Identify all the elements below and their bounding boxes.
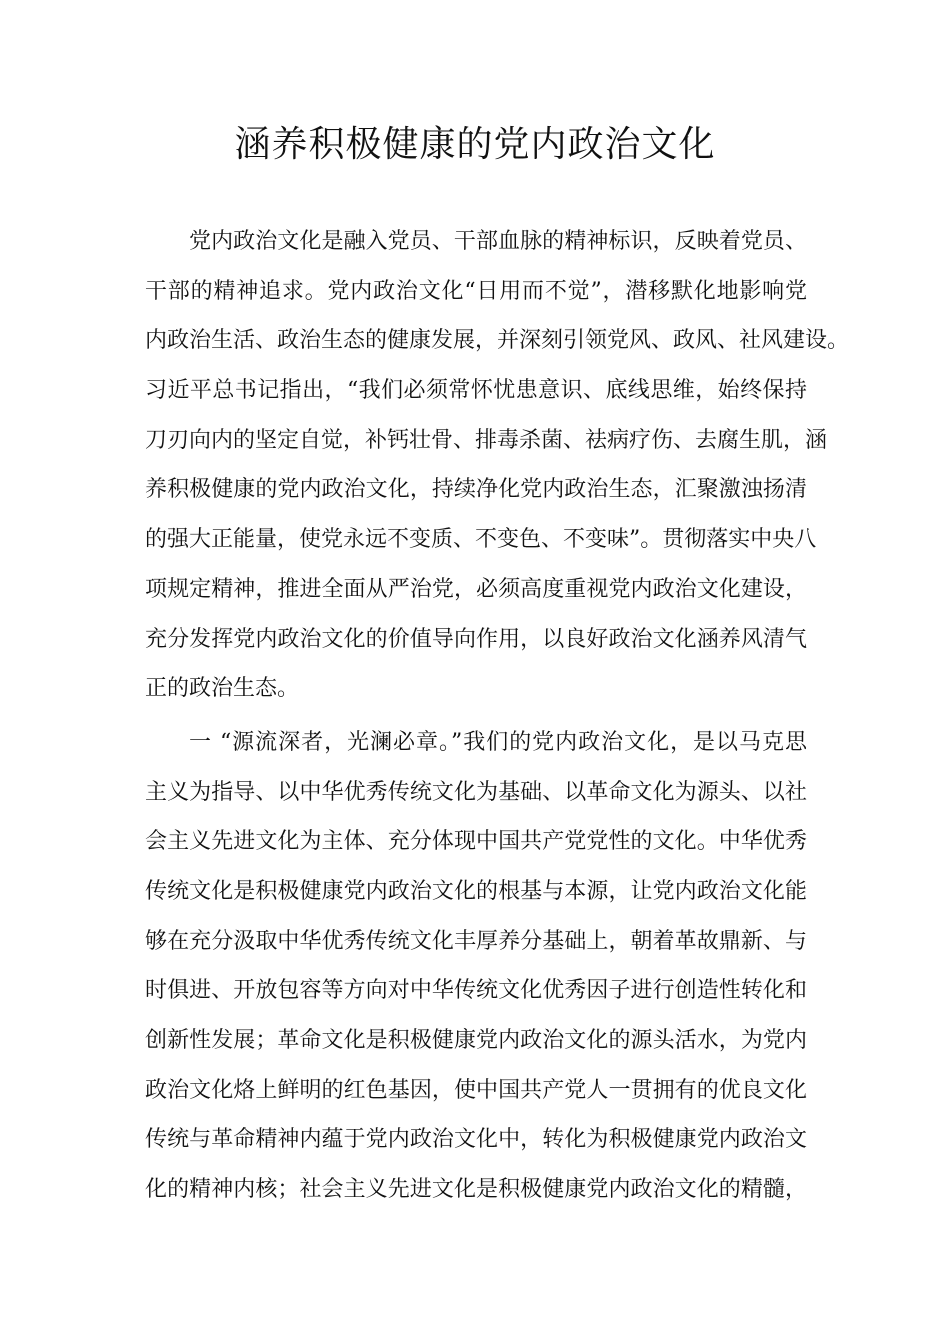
text-line: 的强大正能量，使党永远不变质、不变色、不变味”。贯彻落实中央八: [145, 527, 817, 553]
text-line: 会主义先进文化为主体、充分体现中国共产党党性的文化。中华优秀: [145, 829, 807, 855]
text-line: 习近平总书记指出，“我们必须常怀忧患意识、底线思维，始终保持: [145, 378, 807, 404]
text-line: 政治文化烙上鲜明的红色基因，使中国共产党人一贯拥有的优良文化: [145, 1077, 807, 1103]
text-line: 项规定精神，推进全面从严治党，必须高度重视党内政治文化建设，: [145, 576, 807, 602]
text-line: 主义为指导、以中华优秀传统文化为基础、以革命文化为源头、以社: [145, 779, 807, 805]
text-line: 刀刃向内的坚定自觉，补钙壮骨、排毒杀菌、祛病疗伤、去腐生肌，涵: [145, 427, 828, 453]
text-line: 正的政治生态。: [145, 676, 300, 702]
text-line: 充分发挥党内政治文化的价值导向作用，以良好政治文化涵养风清气: [145, 626, 807, 652]
text-line: 内政治生活、政治生态的健康发展，并深刻引领党风、政风、社风建设。: [145, 328, 850, 354]
text-line: 党内政治文化是融入党员、干部血脉的精神标识，反映着党员、: [189, 229, 807, 254]
text-line: 一 “源流深者，光澜必章。”我们的党内政治文化，是以马克思: [189, 729, 807, 755]
text-line: 养积极健康的党内政治文化，持续净化党内政治生态，汇聚激浊扬清: [145, 477, 807, 503]
text-line: 传统与革命精神内蕴于党内政治文化中，转化为积极健康党内政治文: [145, 1127, 807, 1153]
paragraph-2: [145, 718, 807, 1215]
text-line: 传统文化是积极健康党内政治文化的根基与本源，让党内政治文化能: [145, 878, 807, 904]
text-line: 化的精神内核；社会主义先进文化是积极健康党内政治文化的精髓，: [145, 1177, 807, 1203]
document-title: 涵养积极健康的党内政治文化: [234, 124, 716, 165]
text-line: 够在充分汲取中华优秀传统文化丰厚养分基础上，朝着革故鼎新、与: [145, 928, 807, 954]
text-line: 时俱进、开放包容等方向对中华传统文化优秀因子进行创造性转化和: [145, 978, 807, 1004]
text-line: 创新性发展；革命文化是积极健康党内政治文化的源头活水，为党内: [145, 1028, 807, 1053]
text-line: 干部的精神追求。党内政治文化“日用而不觉”，潜移默化地影响党: [145, 278, 807, 304]
paragraph-1: [145, 217, 850, 714]
document-body: [145, 217, 850, 1215]
